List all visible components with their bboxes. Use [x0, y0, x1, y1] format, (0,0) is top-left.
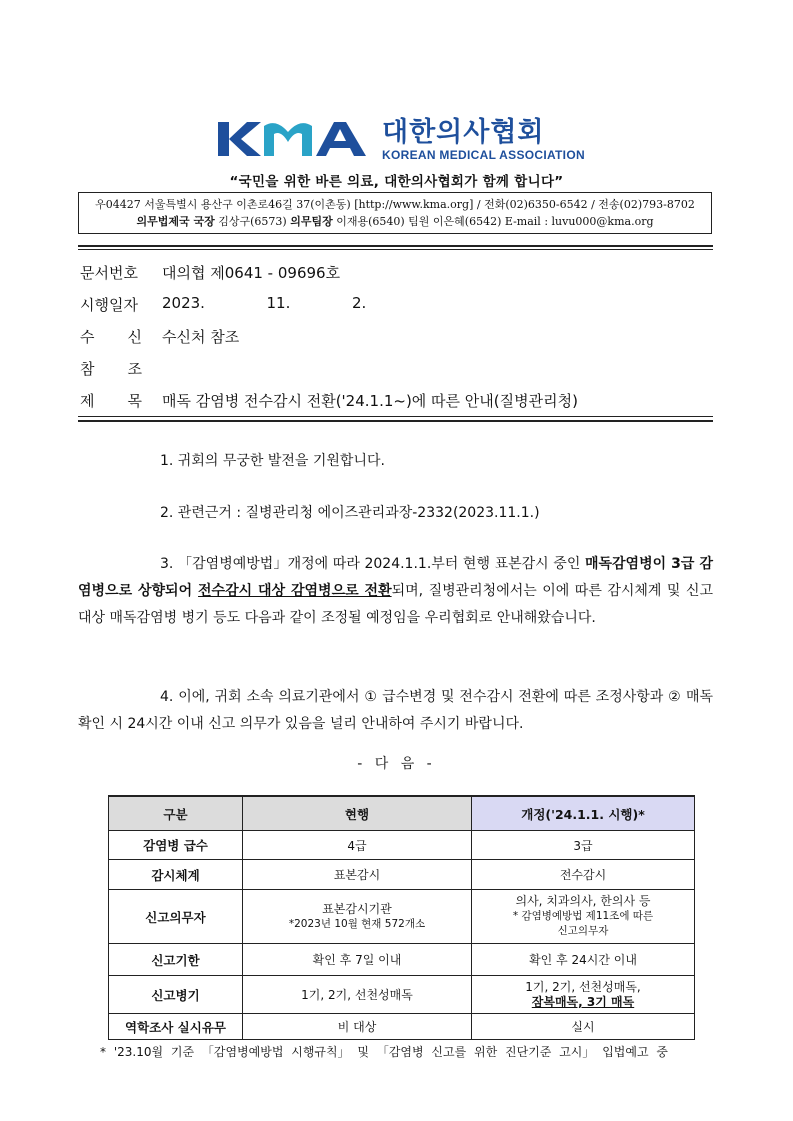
subject-value: 매독 감염병 전수감시 전환('24.1.1~)에 따른 안내(질병관리청) [162, 392, 578, 410]
date-month: 11. [266, 294, 291, 312]
header-divider [78, 245, 713, 247]
recipient-value: 수신처 참조 [162, 328, 240, 346]
header-revised: 개정('24.1.1. 시행)* [472, 796, 695, 831]
date-value [162, 294, 366, 312]
table-header-row [109, 796, 695, 831]
cell-current: 4급 [243, 831, 472, 860]
cell-revised-line-1: 의사, 치과의사, 한의사 등 [515, 894, 651, 908]
contact-box [78, 192, 712, 234]
meta-divider [78, 420, 713, 422]
doc-number-value: 대의협 제0641 - 09696호 [162, 264, 341, 282]
recipient-label-2: 신 [127, 328, 142, 346]
cell-current-line-1: 표본감시기관 [322, 901, 392, 916]
cell-revised-line-2: 잠복매독, 3기 매독 [531, 994, 635, 1009]
following-heading: - 다 음 - [357, 756, 436, 772]
date-label: 시행일자 [80, 296, 138, 314]
row-label: 신고기한 [109, 944, 243, 976]
header-divider-thin [78, 249, 713, 250]
date-year: 2023. [162, 294, 205, 312]
footnote: * '23.10월 기준 「감염병예방법 시행규칙」 및 「감염병 신고를 위한 진단기준 고시」 입법예고 중 [100, 1045, 668, 1059]
table-row [109, 976, 695, 1014]
kma-logo-mark-icon [216, 118, 376, 160]
subject-label-1: 제 [80, 392, 95, 410]
cell-revised: 확인 후 24시간 이내 [472, 944, 695, 976]
recipient-label [80, 326, 142, 347]
cell-revised-line-1: 1기, 2기, 선천성매독, [525, 979, 641, 994]
row-label: 신고병기 [109, 976, 243, 1014]
cell-current-line-2: *2023년 10월 현재 572개소 [288, 917, 426, 930]
recipient-label-1: 수 [80, 328, 95, 346]
team-label: 의무팀장 [290, 215, 333, 228]
cell-revised: 3급 [472, 831, 695, 860]
cell-current [243, 890, 472, 944]
cell-revised [472, 976, 695, 1014]
paragraph-4: 4. 이에, 귀회 소속 의료기관에서 ① 급수변경 및 전수감시 전환에 따른 조정사항과 ② 매독 확인 시 24시간 이내 신고 의무가 있음을 널리 안내하여 주시기 바랍니다. [78, 689, 713, 732]
table-row [109, 831, 695, 860]
p3-text-a: 3. 「감염병예방법」개정에 따라 2024.1.1.부터 현행 표본감시 중인 [160, 556, 585, 572]
p3-bold: 매독감염병이 3급 감염병으로 상향되어 [78, 556, 713, 599]
org-name-ko: 대한의사협회 [382, 117, 545, 148]
cell-current: 1기, 2기, 선천성매독 [243, 976, 472, 1014]
cell-current: 비 대상 [243, 1014, 472, 1040]
kma-logo [216, 118, 585, 162]
cell-current: 표본감시 [243, 860, 472, 890]
paragraph-2: 2. 관련근거 : 질병관리청 에이즈관리과장-2332(2023.11.1.) [160, 505, 540, 521]
date-day: 2. [351, 294, 367, 312]
reference-label [80, 358, 142, 379]
paragraph-1: 1. 귀회의 무궁한 발전을 기원합니다. [160, 453, 385, 469]
cell-revised: 실시 [472, 1014, 695, 1040]
cell-revised-line-2: * 감염병예방법 제11조에 따른 [512, 910, 654, 922]
dept-name: 김상구(6573) [218, 215, 287, 228]
row-label: 감시체계 [109, 860, 243, 890]
paragraph-3 [78, 551, 713, 632]
row-label: 감염병 급수 [109, 831, 243, 860]
cell-revised: 전수감시 [472, 860, 695, 890]
table-row [109, 860, 695, 890]
org-name-en: KOREAN MEDICAL ASSOCIATION [382, 148, 585, 162]
reference-label-1: 참 [80, 360, 95, 378]
header-category: 구분 [109, 796, 243, 831]
reference-label-2: 조 [127, 360, 142, 378]
cell-current: 확인 후 7일 이내 [243, 944, 472, 976]
p3-underlined: 전수감시 대상 감염병으로 전환 [198, 583, 392, 599]
team-rest: 이재용(6540) 팀원 이은혜(6542) E-mail : luvu000@kma.org [336, 215, 654, 228]
table-row [109, 1014, 695, 1040]
meta-divider-thin [78, 416, 713, 417]
cell-revised-line-3: 신고의무자 [557, 925, 609, 937]
contact-line-2 [79, 213, 711, 230]
header-current: 현행 [243, 796, 472, 831]
row-label: 역학조사 실시유무 [109, 1014, 243, 1040]
subject-label [80, 390, 142, 411]
contact-line-1: 우04427 서울특별시 용산구 이촌로46길 37(이촌동) [http://www.kma.org] / 전화(02)6350-6542 / 전송(02)793-8702 [95, 198, 695, 211]
table-row [109, 890, 695, 944]
doc-number-label: 문서번호 [80, 264, 138, 282]
dept-label: 의무법제국 국장 [136, 215, 215, 228]
comparison-table [108, 795, 695, 1040]
row-label: 신고의무자 [109, 890, 243, 944]
p3-text-d: 되며, 질병관리청에서는 이에 따른 감시체계 및 신고 대상 매독감염병 병기 등도 다음과 같이 조정될 예정임을 우리협회로 안내해왔습니다. [78, 583, 713, 626]
subject-label-2: 목 [127, 392, 142, 410]
table-row [109, 944, 695, 976]
cell-revised [472, 890, 695, 944]
slogan: “국민을 위한 바른 의료, 대한의사협회가 함께 합니다” [229, 174, 564, 190]
